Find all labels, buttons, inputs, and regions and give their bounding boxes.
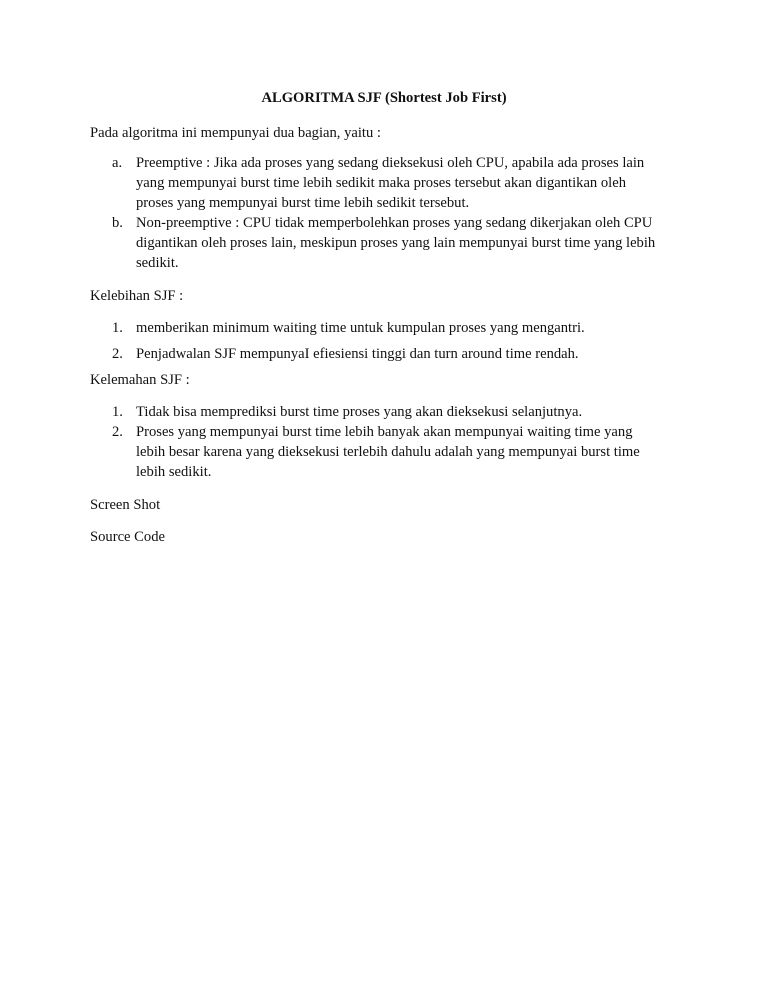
list-marker: 2. <box>112 424 123 440</box>
list-item-line: Tidak bisa memprediksi burst time proses yang akan dieksekusi selanjutnya. <box>136 404 583 420</box>
document-title: ALGORITMA SJF (Shortest Job First) <box>261 90 507 106</box>
advantages-list <box>90 318 690 364</box>
sjf-types-list <box>90 153 690 273</box>
list-marker: 1. <box>112 320 123 336</box>
list-marker: 2. <box>112 346 123 362</box>
screenshot-heading: Screen Shot <box>90 497 161 513</box>
intro-paragraph: Pada algoritma ini mempunyai dua bagian, yaitu : <box>90 125 381 141</box>
list-item-line: lebih besar karena yang dieksekusi terlebih dahulu adalah yang mempunyai burst time <box>136 444 640 460</box>
advantages-heading: Kelebihan SJF : <box>90 288 184 304</box>
list-item-line: proses yang mempunyai burst time lebih sedikit tersebut. <box>136 195 470 211</box>
list-item-line: Preemptive : Jika ada proses yang sedang dieksekusi oleh CPU, apabila ada proses lain <box>136 155 645 171</box>
list-item-line: Proses yang mempunyai burst time lebih banyak akan mempunyai waiting time yang <box>136 424 633 440</box>
list-item-line: lebih sedikit. <box>136 464 212 480</box>
list-item-line: memberikan minimum waiting time untuk kumpulan proses yang mengantri. <box>136 320 585 336</box>
list-item <box>90 318 690 338</box>
source-code-heading: Source Code <box>90 529 165 545</box>
list-item-line: yang mempunyai burst time lebih sedikit maka proses tersebut akan digantikan oleh <box>136 175 626 191</box>
list-marker: b. <box>112 215 123 231</box>
list-marker: 1. <box>112 404 123 420</box>
disadvantages-heading: Kelemahan SJF : <box>90 372 190 388</box>
list-item-line: Non-preemptive : CPU tidak memperbolehkan proses yang sedang dikerjakan oleh CPU <box>136 215 653 231</box>
disadvantages-list <box>90 402 690 482</box>
list-item <box>90 402 690 422</box>
list-item <box>90 213 690 273</box>
list-item-line: Penjadwalan SJF mempunyaI efiesiensi tinggi dan turn around time rendah. <box>136 346 579 362</box>
list-item <box>90 153 690 213</box>
list-marker: a. <box>112 155 123 171</box>
list-item-line: sedikit. <box>136 255 179 271</box>
list-item <box>90 344 690 364</box>
list-item-line: digantikan oleh proses lain, meskipun proses yang lain mempunyai burst time yang lebih <box>136 235 656 251</box>
list-item <box>90 422 690 482</box>
